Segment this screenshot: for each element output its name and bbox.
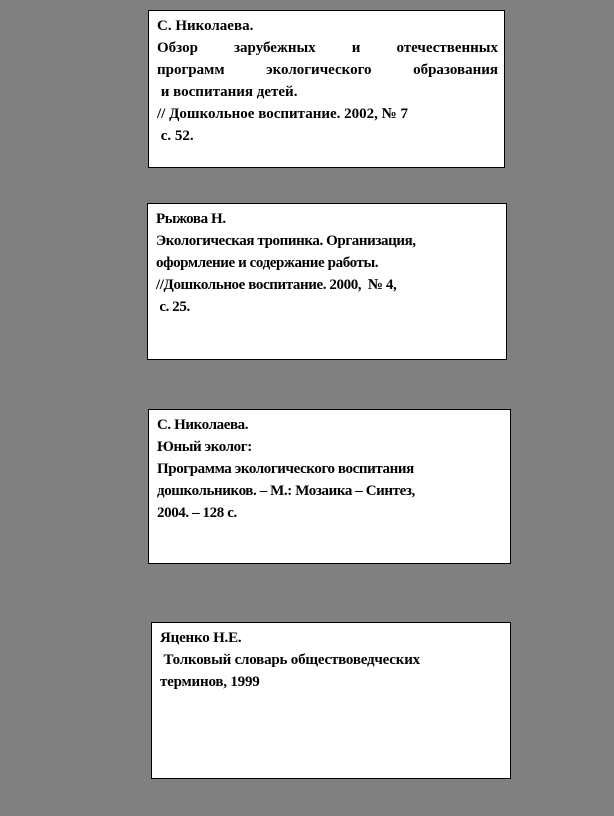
reference-line: дошкольников. – М.: Мозаика – Синтез, bbox=[157, 483, 415, 499]
reference-line: и воспитания детей. bbox=[157, 84, 298, 100]
reference-line: с. 25. bbox=[156, 299, 190, 315]
reference-line: // Дошкольное воспитание. 2002, № 7 bbox=[157, 106, 408, 122]
reference-line: программ экологического образования bbox=[157, 62, 498, 78]
reference-line: С. Николаева. bbox=[157, 417, 249, 433]
reference-line: 2004. – 128 с. bbox=[157, 505, 237, 521]
reference-card-nikolaeva-yuny-ekolog[interactable] bbox=[148, 409, 511, 564]
reference-line: //Дошкольное воспитание. 2000, № 4, bbox=[156, 277, 397, 293]
reference-card-yatsenko-slovar[interactable] bbox=[151, 622, 511, 779]
reference-line: Экологическая тропинка. Организация, bbox=[156, 233, 416, 249]
reference-card-ryzhova-tropinka[interactable] bbox=[147, 203, 507, 360]
reference-line: с. 52. bbox=[157, 128, 194, 144]
reference-line: Юный эколог: bbox=[157, 439, 252, 455]
reference-line: терминов, 1999 bbox=[160, 674, 260, 690]
reference-line: Толковый словарь обществоведческих bbox=[160, 652, 420, 668]
reference-line: Обзор зарубежных и отечественных bbox=[157, 40, 498, 56]
reference-line: Яценко Н.Е. bbox=[160, 630, 242, 646]
reference-line: Рыжова Н. bbox=[156, 211, 226, 227]
reference-line: Программа экологического воспитания bbox=[157, 461, 414, 477]
reference-line: С. Николаева. bbox=[157, 18, 254, 34]
reference-line: оформление и содержание работы. bbox=[156, 255, 379, 271]
reference-card-nikolaeva-obzor[interactable] bbox=[148, 10, 505, 168]
